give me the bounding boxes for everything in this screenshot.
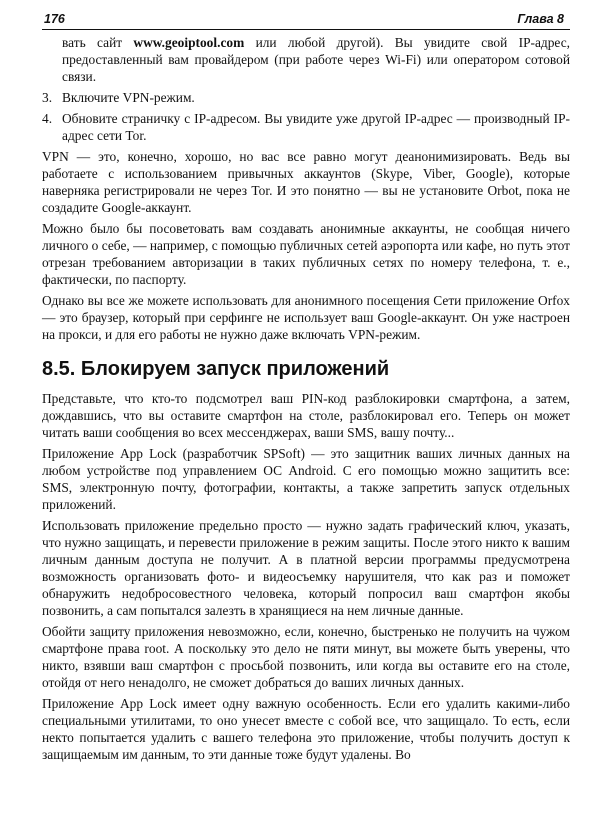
list-continuation xyxy=(42,34,570,85)
paragraph: Представьте, что кто-то подсмотрел ваш PIN-код разблокировки смартфона, а затем, дождавшись, что вы оставите смартфон на столе, разблокировал его. Теперь он может читать ваши сообщения во всех мессенджерах, ваши SMS, вашу почту... xyxy=(42,391,570,440)
continuation-prefix: вать сайт xyxy=(62,35,134,50)
list-item xyxy=(42,89,570,106)
continuation-rest: или любой другой). Вы увидите свой IP-адрес, предоставленный вам провайдером (при работе через Wi-Fi) или оператором сотовой связи. xyxy=(62,35,570,84)
paragraph: Обойти защиту приложения невозможно, если, конечно, быстренько не получить на чужом смартфоне права root. А поскольку это дело не пяти минут, вы можете быть уверены, что никто, взявши ваш смартфон с просьбой позвонить, или когда вы оставите его на столе, отойдя от него ненадолго, не сможет добраться до ваших личных данных. xyxy=(42,624,570,690)
running-header xyxy=(42,12,570,30)
page-number: 176 xyxy=(44,12,65,26)
list-item-number: 4. xyxy=(42,111,53,126)
paragraph: Однако вы все же можете использовать для анонимного посещения Сети приложение Orfox — это браузер, который при серфинге не использует ваш Google-аккаунт. Он уже настроен на прокси, и для его работы не нужно даже включать VPN-режим. xyxy=(42,293,570,342)
section-heading: 8.5. Блокируем запуск приложений xyxy=(42,358,390,380)
paragraph: Можно было бы посоветовать вам создавать анонимные аккаунты, не сообщая ничего личного о себе, — например, с помощью публичных сетей аэропорта или кафе, но путь этот отрезан требованием авторизации в таких публичных сетях по номеру телефона, т. е., фактически, по паспорту. xyxy=(42,221,570,287)
chapter-title: Глава 8 xyxy=(517,12,564,26)
website-address: www.geoiptool.com xyxy=(133,35,245,50)
page-body xyxy=(42,34,570,763)
paragraph: Приложение App Lock имеет одну важную особенность. Если его удалить какими-либо специальными утилитами, то оно унесет вместе с собой все, что защищало. То есть, если некто попытается удалить с вашего телефона это приложение, чтобы получить доступ к защищаемым им данным, то эти данные тоже будут удалены. Во xyxy=(42,696,570,762)
paragraph: Использовать приложение предельно просто — нужно задать графический ключ, указать, что нужно защищать, и перевести приложение в режим защиты. После этого никто к вашим личным данным доступа не получит. А в платной версии программы предусмотрена возможность организовать фото- и видеосъемку нарушителя, что как раз и поможет обнаружить недобросовестного человека, который попросил ваш смартфон якобы позвонить, а сам попытался залезть в хранящиеся на нем личные данные. xyxy=(42,518,570,618)
list-item-number: 3. xyxy=(42,90,53,105)
list-item xyxy=(42,110,570,144)
list-item-text: Включите VPN-режим. xyxy=(62,90,195,105)
list-item-text: Обновите страничку с IP-адресом. Вы увидите уже другой IP-адрес — производный IP-адрес сети Tor. xyxy=(62,111,570,143)
paragraph: Приложение App Lock (разработчик SPSoft) — это защитник ваших личных данных на любом устройстве под управлением ОС Android. С его помощью можно защитить все: SMS, электронную почту, фотографии, контакты, а также запретить запуск отдельных приложений. xyxy=(42,446,570,512)
paragraph: VPN — это, конечно, хорошо, но вас все равно могут деанонимизировать. Ведь вы работаете с использованием привычных аккаунтов (Skype, Viber, Google), которые наверняка регистрировали не через Tor. И это понятно — вы не установите Orbot, пока не создадите Google-аккаунт. xyxy=(42,149,570,215)
